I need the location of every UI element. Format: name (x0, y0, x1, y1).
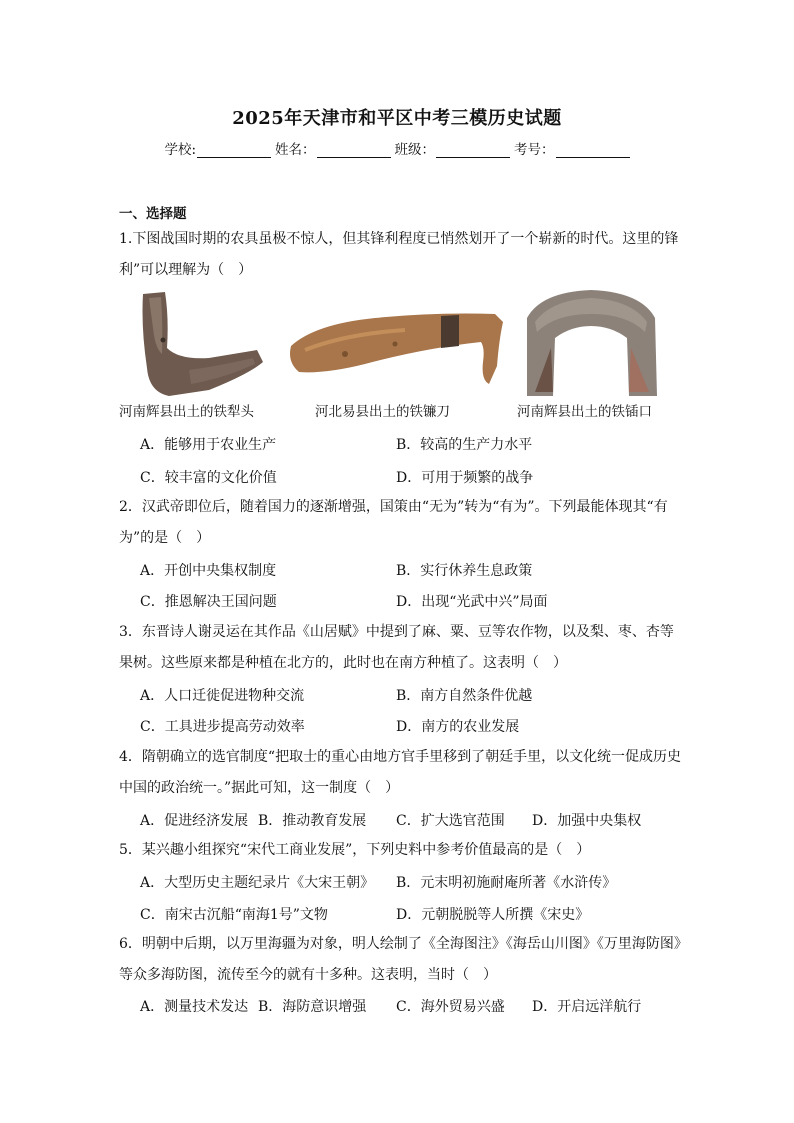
class-blank[interactable] (436, 142, 510, 158)
option-b[interactable]: B．海防意识增强 (258, 999, 367, 1015)
option-d[interactable]: D．出现“光武中兴”局面 (396, 594, 548, 610)
figure-caption-2: 河北易县出土的铁镰刀 (315, 404, 450, 420)
name-field[interactable] (275, 138, 391, 158)
option-d[interactable]: D．元朝脱脱等人所撰《宋史》 (396, 907, 590, 923)
option-c[interactable]: C．较丰富的文化价值 (140, 470, 277, 486)
class-field[interactable] (395, 138, 511, 158)
iron-plough-image (129, 288, 269, 398)
exam-no-blank[interactable] (556, 142, 630, 158)
name-label: 姓名： (275, 142, 316, 158)
option-d[interactable]: D．开启远洋航行 (532, 999, 642, 1015)
question-3: 3．东晋诗人谢灵运在其作品《山居赋》中提到了麻、粟、豆等农作物，以及梨、枣、杏等果树。这些原来都是种植在北方的，此时也在南方种植了。这表明（ ） (119, 624, 674, 671)
option-c[interactable]: C．海外贸易兴盛 (396, 999, 505, 1015)
question-5: 5．某兴趣小组探究“宋代工商业发展”，下列史料中参考价值最高的是（ ） (119, 842, 591, 858)
school-label: 学校: (164, 142, 197, 158)
exam-no-label: 考号： (514, 142, 555, 158)
option-a[interactable]: A．测量技术发达 (140, 999, 249, 1015)
page-title: 2025年天津市和平区中考三模历史试题 (232, 108, 562, 129)
option-a[interactable]: A．人口迁徙促进物种交流 (140, 688, 305, 704)
option-c[interactable]: C．工具进步提高劳动效率 (140, 719, 305, 735)
question-4: 4．隋朝确立的选官制度“把取士的重心由地方官手里移到了朝廷手里，以文化统一促成历史中国的政治统一。”据此可知，这一制度（ ） (119, 749, 682, 796)
option-b[interactable]: B．南方自然条件优越 (396, 688, 533, 704)
option-d[interactable]: D．加强中央集权 (532, 813, 642, 829)
option-c[interactable]: C．南宋古沉船“南海1号”文物 (140, 907, 328, 923)
option-b[interactable]: B．推动教育发展 (258, 813, 367, 829)
name-blank[interactable] (317, 142, 391, 158)
question-1-figures (119, 288, 679, 424)
school-field[interactable] (164, 138, 271, 158)
option-c[interactable]: C．扩大选官范围 (396, 813, 505, 829)
iron-sickle-image (285, 288, 509, 398)
section-heading: 一、选择题 (119, 206, 187, 222)
school-blank[interactable] (197, 142, 271, 158)
option-d[interactable]: D．南方的农业发展 (396, 719, 520, 735)
question-2: 2．汉武帝即位后，随着国力的逐渐增强，国策由“无为”转为“有为”。下列最能体现其“有为”的是（ ） (119, 499, 668, 546)
option-c[interactable]: C．推恩解决王国问题 (140, 594, 277, 610)
option-d[interactable]: D．可用于频繁的战争 (396, 470, 534, 486)
option-b[interactable]: B．实行休养生息政策 (396, 563, 533, 579)
student-info-line (0, 138, 794, 158)
figure-caption-1: 河南辉县出土的铁犁头 (119, 404, 254, 420)
exam-no-field[interactable] (514, 138, 630, 158)
option-b[interactable]: B．较高的生产力水平 (396, 437, 533, 453)
question-6: 6．明朝中后期，以万里海疆为对象，明人绘制了《全海图注》《海岳山川图》《万里海防图》等众多海防图，流传至今的就有十多种。这表明，当时（ ） (119, 936, 681, 983)
iron-spade-edge-image (521, 288, 661, 398)
class-label: 班级： (394, 142, 436, 158)
option-b[interactable]: B．元末明初施耐庵所著《水浒传》 (396, 875, 617, 891)
option-a[interactable]: A．开创中央集权制度 (140, 563, 277, 579)
option-a[interactable]: A．大型历史主题纪录片《大宋王朝》 (140, 875, 375, 891)
question-1: 1.下图战国时期的农具虽极不惊人，但其锋利程度已悄然划开了一个崭新的时代。这里的锋利”可以理解为（ ） (119, 231, 679, 278)
figure-caption-3: 河南辉县出土的铁锸口 (517, 404, 652, 420)
option-a[interactable]: A．促进经济发展 (140, 813, 249, 829)
option-a[interactable]: A．能够用于农业生产 (140, 437, 277, 453)
